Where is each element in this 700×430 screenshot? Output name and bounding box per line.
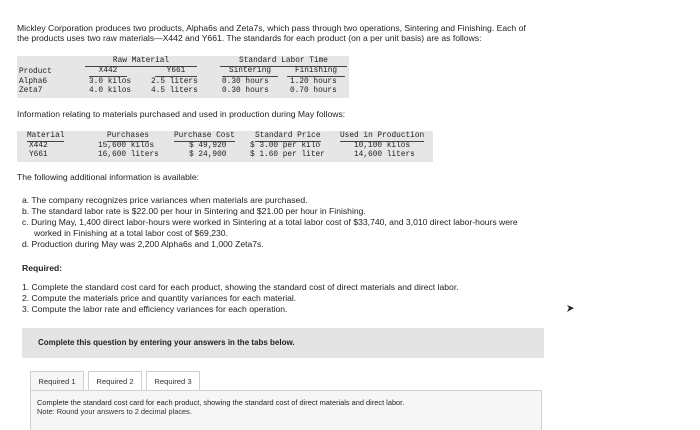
table-cell: 14,600 liters	[354, 151, 415, 159]
panel-note: Note: Round your answers to 2 decimal places.	[37, 407, 192, 416]
table-cell: 0.30 hours	[222, 78, 269, 86]
table-cell: 15,600 kilos	[98, 142, 155, 150]
instruction-banner	[22, 328, 544, 358]
table-cell: $ 49,920	[189, 142, 227, 150]
labor-time-group-header: Standard Labor Time	[220, 57, 347, 67]
tab-required-1[interactable]: Required 1	[30, 371, 84, 391]
intro-line-2: the products uses two raw materials—X442 and Y661. The standards for each product (on a per unit basis) are as follows:	[17, 33, 482, 43]
additional-item-c: c. During May, 1,400 direct labor-hours were worked in Sintering at a total labor cost of $33,740, and 3,010 direct labor-hours were	[22, 217, 518, 227]
table-cell: 0.70 hours	[290, 87, 337, 95]
table-cell: $ 1.60 per liter	[250, 151, 325, 159]
table-cell: $ 24,900	[189, 151, 227, 159]
required-item-3: 3. Compute the labor rate and efficiency variances for each operation.	[22, 304, 288, 314]
col-header-y661: Y661	[155, 67, 197, 77]
col-header-product: Product	[19, 68, 52, 76]
col-header-standard-price: Standard Price	[255, 132, 321, 140]
tab-required-2[interactable]: Required 2	[88, 371, 142, 391]
col-header-x442: X442	[89, 67, 127, 77]
additional-item-d: d. Production during May was 2,200 Alpha6s and 1,000 Zeta7s.	[22, 239, 264, 249]
required-item-1: 1. Complete the standard cost card for each product, showing the standard cost of direct materials and direct labor.	[22, 282, 459, 292]
materials-info-intro: Information relating to materials purchased and used in production during May follows:	[17, 109, 346, 119]
table-cell: 4.0 kilos	[89, 87, 132, 95]
col-header-sintering: Sintering	[222, 67, 278, 77]
col-header-material: Material	[27, 132, 65, 140]
table-cell: 4.5 liters	[151, 87, 198, 95]
col-header-purchases: Purchases	[107, 132, 150, 140]
banner-text: Complete this question by entering your answers in the tabs below.	[38, 338, 295, 347]
table-cell: 16,600 liters	[98, 151, 159, 159]
tab-required-3[interactable]: Required 3	[146, 371, 200, 391]
materials-table	[17, 131, 433, 162]
table-row-product: Zeta7	[19, 87, 43, 95]
required-heading: Required:	[22, 263, 63, 273]
standards-table	[17, 56, 349, 98]
table-cell: 0.30 hours	[222, 87, 269, 95]
additional-item-a: a. The company recognizes price variances when materials are purchased.	[22, 195, 308, 205]
required-item-2: 2. Compute the materials price and quantity variances for each material.	[22, 293, 297, 303]
additional-info-intro: The following additional information is available:	[17, 172, 200, 182]
col-header-finishing: Finishing	[287, 67, 345, 77]
raw-material-group-header: Raw Material	[85, 57, 197, 67]
table-cell: $ 3.00 per kilo	[250, 142, 321, 150]
additional-item-c-cont: worked in Finishing at a total labor cost of $69,230.	[34, 228, 228, 238]
additional-item-b: b. The standard labor rate is $22.00 per hour in Sintering and $21.00 per hour in Finishing.	[22, 206, 366, 216]
table-cell: 1.20 hours	[290, 78, 337, 86]
col-header-purchase-cost: Purchase Cost	[174, 132, 235, 140]
panel-instruction: Complete the standard cost card for each product, showing the standard cost of direct materials and direct labor.	[37, 398, 405, 407]
intro-line-1: Mickley Corporation produces two products, Alpha6s and Zeta7s, which pass through two operations, Sintering and Finishing. Each of	[17, 23, 526, 33]
table-cell: Y661	[29, 151, 48, 159]
table-row-product: Alpha6	[19, 78, 48, 86]
table-cell: X442	[29, 142, 48, 150]
col-header-used-in-production: Used in Production	[340, 132, 425, 140]
table-cell: 10,100 kilos	[354, 142, 411, 150]
table-cell: 3.0 kilos	[89, 78, 132, 86]
tab-panel	[30, 390, 542, 430]
table-cell: 2.5 liters	[151, 78, 198, 86]
